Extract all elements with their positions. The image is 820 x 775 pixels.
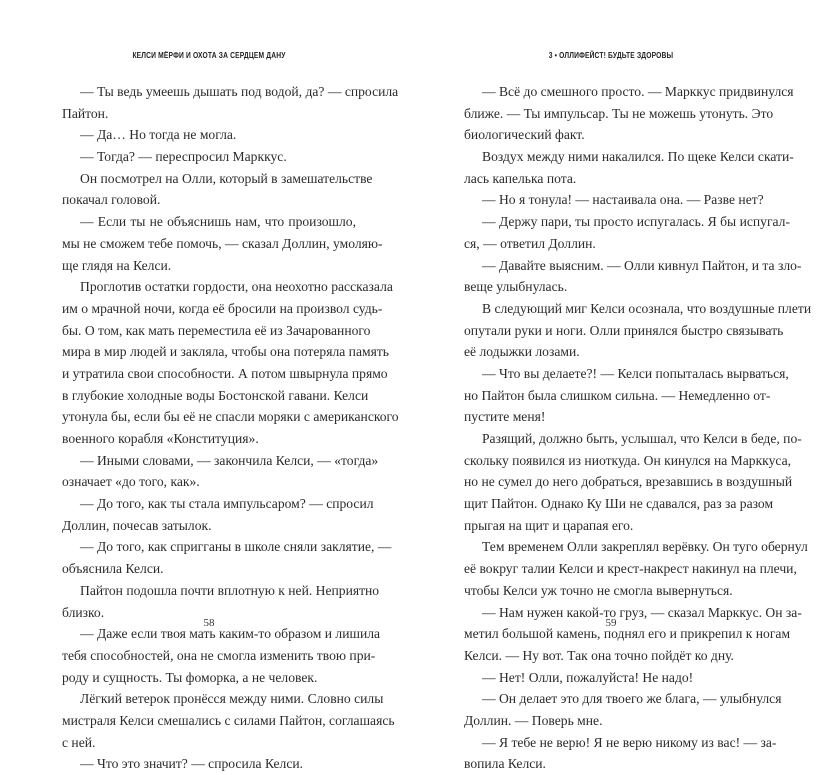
text-line: — Тогда? — переспросил Марккус.	[80, 149, 287, 165]
text-line: Тем временем Олли закреплял верёвку. Он туго обернул	[482, 539, 808, 555]
text-line: — До того, как спригганы в школе сняли заклятие, —	[80, 539, 392, 555]
left-page	[62, 0, 399, 772]
text-line: её вокруг талии Келси и крест-накрест накинул на плечи,	[464, 561, 797, 577]
text-line: — Если ты не объяснишь нам, что произошло,	[80, 214, 356, 230]
text-line: ближе. — Ты импульсар. Ты не можешь утонуть. Это	[464, 105, 774, 121]
right-page-body	[464, 81, 812, 775]
text-line: — Что это значит? — спросила Келси.	[80, 756, 304, 772]
text-line: скольку появился из ниоткуда. Он кинулся на Марккуса,	[464, 452, 792, 468]
text-line: пустите меня!	[464, 409, 546, 425]
text-line: но Пайтон была слишком сильна. — Немедленно от-	[464, 387, 771, 403]
text-line: метил большой камень, поднял его и прикрепил к ногам	[464, 626, 791, 642]
text-line: утонула бы, если бы её не спасли моряки с американского	[62, 409, 399, 425]
text-line: Разящий, должно быть, услышал, что Келси в беде, по-	[482, 431, 802, 446]
text-line: Доллин. — Поверь мне.	[464, 712, 603, 728]
text-line: Воздух между ними накалился. По щеке Келси скати-	[482, 149, 794, 165]
text-line: — Нет! Олли, пожалуйста! Не надо!	[482, 669, 694, 685]
text-line: вопила Келси.	[464, 756, 546, 772]
text-line: — Я тебе не верю! Я не верю никому из вас! — за-	[482, 734, 777, 750]
text-line: мира в мир людей и закляла, чтобы она потеряла память	[62, 344, 389, 360]
text-line: близко.	[62, 604, 105, 620]
text-line: — До того, как ты стала импульсаром? — спросил	[80, 496, 374, 512]
text-line: им о мрачной ночи, когда её бросили на произвол судь-	[62, 300, 383, 316]
text-line: В следующий миг Келси осознала, что воздушные плети	[482, 300, 812, 316]
text-line: лась капелька пота.	[464, 170, 577, 186]
text-line: ся, — ответил Доллин.	[464, 235, 596, 251]
text-line: Он посмотрел на Олли, который в замешательстве	[80, 170, 373, 186]
text-line: мистраля Келси смешались с силами Пайтон, соглашаясь	[62, 712, 395, 728]
text-line: бы. О том, как мать переместила её из Зачарованного	[62, 322, 371, 338]
text-line: но не сумел до него добраться, врезавшись в воздушный	[464, 474, 793, 490]
text-line: — Он делает это для твоего же блага, — улыбнулся	[482, 691, 782, 707]
text-line: военного корабля «Конституция».	[62, 431, 259, 446]
text-line: Келси. — Ну вот. Так она точно пойдёт ко дну.	[464, 647, 734, 663]
text-line: чтобы Келси уж точно не смогла вывернуться.	[464, 582, 733, 598]
text-line: ще глядя на Келси.	[62, 257, 172, 273]
page-number: 58	[203, 617, 215, 629]
text-line: Проглотив остатки гордости, она неохотно рассказала	[80, 279, 393, 295]
text-line: прыгая на щит и царапая его.	[464, 517, 634, 533]
text-line: — Ты ведь умеешь дышать под водой, да? — спросила	[80, 84, 399, 99]
page-number: 59	[605, 617, 617, 629]
text-line: биологический факт.	[464, 127, 585, 143]
text-line: щит Пайтон. Однако Ку Ши не сдавался, раз за разом	[464, 496, 774, 512]
running-head-chapter-title: 3 • ОЛЛИФЕЙСТ! БУДЬТЕ ЗДОРОВЫ	[548, 50, 674, 60]
text-line: покачал головой.	[62, 192, 161, 208]
text-line: означает «до того, как».	[62, 474, 200, 490]
text-line: и утратила свои способности. А потом швырнула прямо	[62, 365, 388, 381]
text-line: веще улыбнулась.	[464, 279, 568, 295]
left-page-body	[62, 81, 399, 775]
right-page	[464, 0, 812, 772]
text-line: — Давайте выясним. — Олли кивнул Пайтон, и та зло-	[482, 257, 802, 273]
text-line: тебя способностей, она не смогла изменить твою при-	[62, 647, 376, 663]
text-line: роду и сущность. Ты фоморка, а не человек.	[62, 669, 318, 685]
text-line: с ней.	[62, 734, 96, 750]
text-line: Пайтон.	[62, 105, 109, 121]
text-line: — Но я тонула! — настаивала она. — Разве нет?	[482, 192, 764, 208]
text-line: — Всё до смешного просто. — Марккус придвинулся	[482, 84, 794, 99]
text-line: опутали руки и ноги. Олли принялся быстро связывать	[464, 322, 784, 338]
text-line: — Даже если твоя мать каким-то образом и лишила	[80, 626, 381, 642]
text-line: в глубокие холодные воды Бостонской гавани. Келси	[62, 387, 369, 403]
text-line: — Что вы делаете?! — Келси попыталась вырваться,	[482, 365, 789, 381]
text-line: — Иными словами, — закончила Келси, — «тогда»	[80, 452, 379, 468]
text-line: — Держу пари, ты просто испугалась. Я бы испугал-	[482, 214, 790, 230]
text-line: объяснила Келси.	[62, 561, 164, 577]
text-line: её лодыжки лозами.	[464, 344, 580, 360]
text-line: — Да… Но тогда не могла.	[80, 127, 237, 143]
text-line: — Нам нужен какой-то груз, — сказал Марккус. Он за-	[482, 604, 802, 620]
text-line: Лёгкий ветерок пронёсся между ними. Словно силы	[80, 691, 384, 707]
text-line: Пайтон подошла почти вплотную к ней. Неприятно	[80, 582, 380, 598]
running-head-book-title: КЕЛСИ МЁРФИ И ОХОТА ЗА СЕРДЦЕМ ДАНУ	[132, 50, 286, 60]
text-line: мы не сможем тебе помочь, — сказал Доллин, умоляю-	[62, 235, 383, 251]
text-line: Доллин, почесав затылок.	[62, 517, 212, 533]
